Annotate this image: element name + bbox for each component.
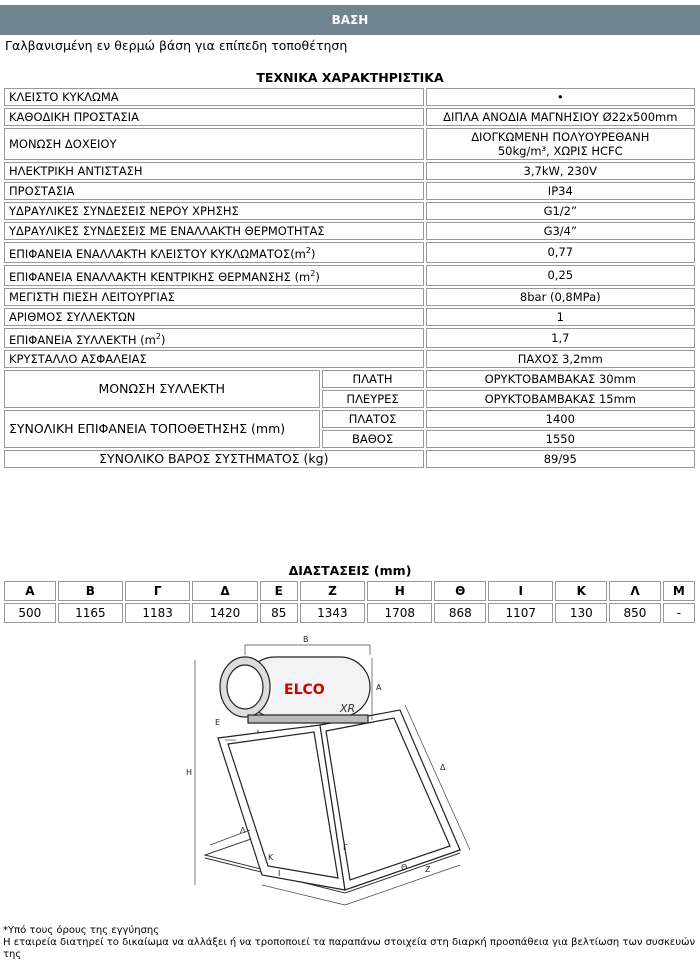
dimension-header: Ε bbox=[260, 581, 298, 601]
spec-label-text: ΠΡΟΣΤΑΣΙΑ bbox=[9, 184, 75, 198]
spec-value-text: G1/2” bbox=[543, 204, 577, 218]
spec-label bbox=[4, 288, 424, 306]
subtitle: Γαλβανισμένη εν θερμώ βάση για επίπεδη τοποθέτηση bbox=[5, 38, 348, 53]
spec-value-text: 1,7 bbox=[551, 331, 570, 346]
spec-value bbox=[426, 350, 695, 368]
dimensions-table bbox=[2, 579, 697, 625]
spec-label-text: ΥΔΡΑΥΛΙΚΕΣ ΣΥΝΔΕΣΕΙΣ ΜΕ ΕΝΑΛΛΑΚΤΗ ΘΕΡΜΟΤΗΤΑΣ bbox=[9, 224, 325, 238]
dimension-value: 1343 bbox=[300, 603, 365, 623]
installation-area-row bbox=[4, 410, 695, 428]
dim-label-d: Δ bbox=[440, 763, 446, 772]
dimension-value: 85 bbox=[260, 603, 298, 623]
dim-label-b: Β bbox=[303, 635, 309, 644]
spec-value-text: IP34 bbox=[547, 184, 573, 198]
disclaimer-note: Η εταιρεία διατηρεί το δικαίωμα να αλλάξει ή να τροποποιεί τα παραπάνω στοιχεία στη διαρκή προσπάθεια για βελτίωση των συσκευών της bbox=[3, 937, 696, 960]
spec-label-end: ) bbox=[310, 246, 316, 261]
spec-row bbox=[4, 328, 695, 349]
spec-label-text: ΚΑΘΟΔΙΚΗ ΠΡΟΣΤΑΣΙΑ bbox=[9, 110, 139, 124]
dim-label-i: Ι bbox=[278, 869, 281, 878]
spec-label-text: ΕΠΙΦΑΝΕΙΑ ΕΝΑΛΛΑΚΤΗ ΚΕΝΤΡΙΚΗΣ ΘΕΡΜΑΝΣΗΣ (m bbox=[9, 269, 311, 284]
dim-line-b bbox=[245, 645, 370, 655]
collector-insulation-sub-label: ΠΛΑΤΗ bbox=[322, 370, 424, 388]
spec-label-end: ) bbox=[315, 269, 320, 284]
spec-label-text: ΕΠΙΦΑΝΕΙΑ ΕΝΑΛΛΑΚΤΗ ΚΛΕΙΣΤΟΥ ΚΥΚΛΩΜΑΤΟΣ(m bbox=[9, 246, 306, 261]
spec-label-text: ΕΠΙΦΑΝΕΙΑ ΣΥΛΛΕΚΤΗ (m bbox=[9, 332, 156, 347]
collector-insulation-sub-value: ΟΡΥΚΤΟΒΑΜΒΑΚΑΣ 30mm bbox=[426, 370, 695, 388]
specs-table bbox=[2, 86, 697, 470]
dimension-header: Η bbox=[367, 581, 432, 601]
spec-value-text: 0,77 bbox=[547, 245, 574, 260]
spec-row bbox=[4, 242, 695, 263]
page-header bbox=[0, 5, 700, 35]
spec-value bbox=[426, 222, 695, 240]
spec-row bbox=[4, 350, 695, 368]
spec-value bbox=[426, 162, 695, 180]
dimension-value: 1107 bbox=[488, 603, 553, 623]
spec-label bbox=[4, 242, 424, 263]
spec-row bbox=[4, 265, 695, 286]
spec-label-text: ΚΡΥΣΤΑΛΛΟ ΑΣΦΑΛΕΙΑΣ bbox=[9, 352, 147, 367]
spec-row bbox=[4, 288, 695, 306]
specs-title: ΤΕΧΝΙΚΑ ΧΑΡΑΚΤΗΡΙΣΤΙΚΑ bbox=[256, 70, 444, 85]
warranty-note: *Υπό τους όρους της εγγύησης bbox=[3, 925, 160, 936]
spec-value-text: ΔΙΟΓΚΩΜΕΝΗ ΠΟΛΥΟΥΡΕΘΑΝΗ bbox=[471, 130, 650, 144]
collector-panel-right bbox=[320, 710, 460, 890]
spec-value-text: 3,7kW, 230V bbox=[523, 164, 597, 178]
dimension-header: Μ bbox=[663, 581, 695, 601]
installation-area-label: ΣΥΝΟΛΙΚΗ ΕΠΙΦΑΝΕΙΑ ΤΟΠΟΘΕΤΗΣΗΣ (mm) bbox=[4, 410, 320, 448]
dimension-header: Θ bbox=[434, 581, 486, 601]
collector-insulation-sub-value: ΟΡΥΚΤΟΒΑΜΒΑΚΑΣ 15mm bbox=[426, 390, 695, 408]
spec-value bbox=[426, 328, 695, 349]
installation-area-sub-value: 1400 bbox=[426, 410, 695, 428]
installation-area-sub-label: ΒΑΘΟΣ bbox=[322, 430, 424, 448]
spec-value bbox=[426, 108, 695, 126]
dimension-value: 130 bbox=[555, 603, 607, 623]
spec-row bbox=[4, 88, 695, 106]
dimension-header: Β bbox=[58, 581, 123, 601]
spec-value-text: ΠΑΧΟΣ 3,2mm bbox=[517, 352, 603, 367]
dimension-value: 1708 bbox=[367, 603, 432, 623]
spec-value bbox=[426, 88, 695, 106]
spec-label bbox=[4, 328, 424, 349]
spec-value bbox=[426, 308, 695, 326]
spec-row bbox=[4, 308, 695, 326]
collector-insulation-label: ΜΟΝΩΣΗ ΣΥΛΛΕΚΤΗ bbox=[4, 370, 320, 408]
dim-label-l: Λ bbox=[240, 826, 246, 835]
spec-row bbox=[4, 128, 695, 160]
total-weight-row bbox=[4, 450, 695, 468]
dimension-value: 500 bbox=[4, 603, 56, 623]
spec-value-text: ΔΙΠΛΑ ΑΝΟΔΙΑ ΜΑΓΝΗΣΙΟΥ Ø22x500mm bbox=[443, 110, 678, 124]
model-label: XR bbox=[340, 702, 356, 715]
dimension-value: 1183 bbox=[125, 603, 190, 623]
spec-label bbox=[4, 108, 424, 126]
spec-value bbox=[426, 182, 695, 200]
dimension-value: - bbox=[663, 603, 695, 623]
dimension-value: 850 bbox=[609, 603, 661, 623]
dim-label-e: Ε bbox=[215, 718, 221, 727]
dim-label-a: Α bbox=[376, 683, 382, 692]
spec-value bbox=[426, 265, 695, 286]
dim-label-h: Η bbox=[186, 768, 193, 777]
dimension-value: 868 bbox=[434, 603, 486, 623]
dimension-header: Γ bbox=[125, 581, 190, 601]
spec-label-text: ΜΟΝΩΣΗ ΔΟΧΕΙΟΥ bbox=[9, 137, 117, 151]
spec-label bbox=[4, 308, 424, 326]
spec-label bbox=[4, 202, 424, 220]
spec-label bbox=[4, 88, 424, 106]
spec-label bbox=[4, 222, 424, 240]
spec-label bbox=[4, 128, 424, 160]
spec-label-text: ΗΛΕΚΤΡΙΚΗ ΑΝΤΙΣΤΑΣΗ bbox=[9, 164, 143, 178]
spec-value bbox=[426, 288, 695, 306]
spec-value-text: 8bar (0,8MPa) bbox=[519, 289, 601, 304]
spec-row bbox=[4, 162, 695, 180]
dimension-header: Κ bbox=[555, 581, 607, 601]
dim-label-th: Θ bbox=[401, 863, 408, 872]
solar-heater-diagram bbox=[0, 630, 700, 920]
dim-label-k: Κ bbox=[268, 853, 274, 862]
dim-label-z: Ζ bbox=[425, 865, 431, 874]
spec-row bbox=[4, 202, 695, 220]
spec-value-text: 0,25 bbox=[547, 268, 574, 283]
spec-row bbox=[4, 108, 695, 126]
total-weight-value: 89/95 bbox=[426, 450, 695, 468]
spec-label bbox=[4, 265, 424, 286]
dimensions-values-row bbox=[4, 603, 695, 623]
dim-label-g: Γ bbox=[343, 843, 348, 852]
spec-value bbox=[426, 242, 695, 263]
spec-label-sup: 2 bbox=[305, 246, 311, 255]
installation-area-sub-value: 1550 bbox=[426, 430, 695, 448]
collector-insulation-sub-label: ΠΛΕΥΡΕΣ bbox=[322, 390, 424, 408]
spec-value bbox=[426, 202, 695, 220]
footer-notes bbox=[3, 925, 697, 961]
dimension-header: Δ bbox=[192, 581, 257, 601]
spec-value-text: • bbox=[556, 90, 564, 104]
spec-label bbox=[4, 350, 424, 368]
dimension-header: Α bbox=[4, 581, 56, 601]
page-title: ΒΑΣΗ bbox=[331, 13, 369, 27]
spec-value bbox=[426, 128, 695, 160]
spec-label-text: ΥΔΡΑΥΛΙΚΕΣ ΣΥΝΔΕΣΕΙΣ ΝΕΡΟΥ ΧΡΗΣΗΣ bbox=[9, 204, 239, 218]
spec-row bbox=[4, 182, 695, 200]
spec-label-text: ΚΛΕΙΣΤΟ ΚΥΚΛΩΜΑ bbox=[9, 90, 119, 104]
installation-area-sub-label: ΠΛΑΤΟΣ bbox=[322, 410, 424, 428]
spec-label-end: ) bbox=[160, 332, 166, 347]
dimension-header: Ζ bbox=[300, 581, 365, 601]
spec-label-text: ΜΕΓΙΣΤΗ ΠΙΕΣΗ ΛΕΙΤΟΥΡΓΙΑΣ bbox=[9, 289, 175, 304]
total-weight-label: ΣΥΝΟΛΙΚΟ ΒΑΡΟΣ ΣΥΣΤΗΜΑΤΟΣ (kg) bbox=[4, 450, 424, 468]
spec-label-sup: 2 bbox=[155, 331, 161, 341]
spec-value-text: 1 bbox=[556, 309, 564, 324]
spec-row bbox=[4, 222, 695, 240]
spec-label-sup: 2 bbox=[310, 268, 316, 278]
spec-value-text: G3/4” bbox=[543, 224, 577, 238]
dimensions-title: ΔΙΑΣΤΑΣΕΙΣ (mm) bbox=[288, 563, 412, 578]
dimension-header: Ι bbox=[488, 581, 553, 601]
spec-value-text-2: 50kg/m³, ΧΩΡΙΣ HCFC bbox=[497, 144, 623, 158]
spec-label-text: ΑΡΙΘΜΟΣ ΣΥΛΛΕΚΤΩΝ bbox=[9, 309, 136, 324]
spec-label bbox=[4, 182, 424, 200]
collector-insulation-row bbox=[4, 370, 695, 388]
spec-label bbox=[4, 162, 424, 180]
dimension-value: 1420 bbox=[192, 603, 257, 623]
dimension-header: Λ bbox=[609, 581, 661, 601]
dimensions-header-row bbox=[4, 581, 695, 601]
dimension-value: 1165 bbox=[58, 603, 123, 623]
brand-logo: ELCO bbox=[284, 682, 325, 698]
